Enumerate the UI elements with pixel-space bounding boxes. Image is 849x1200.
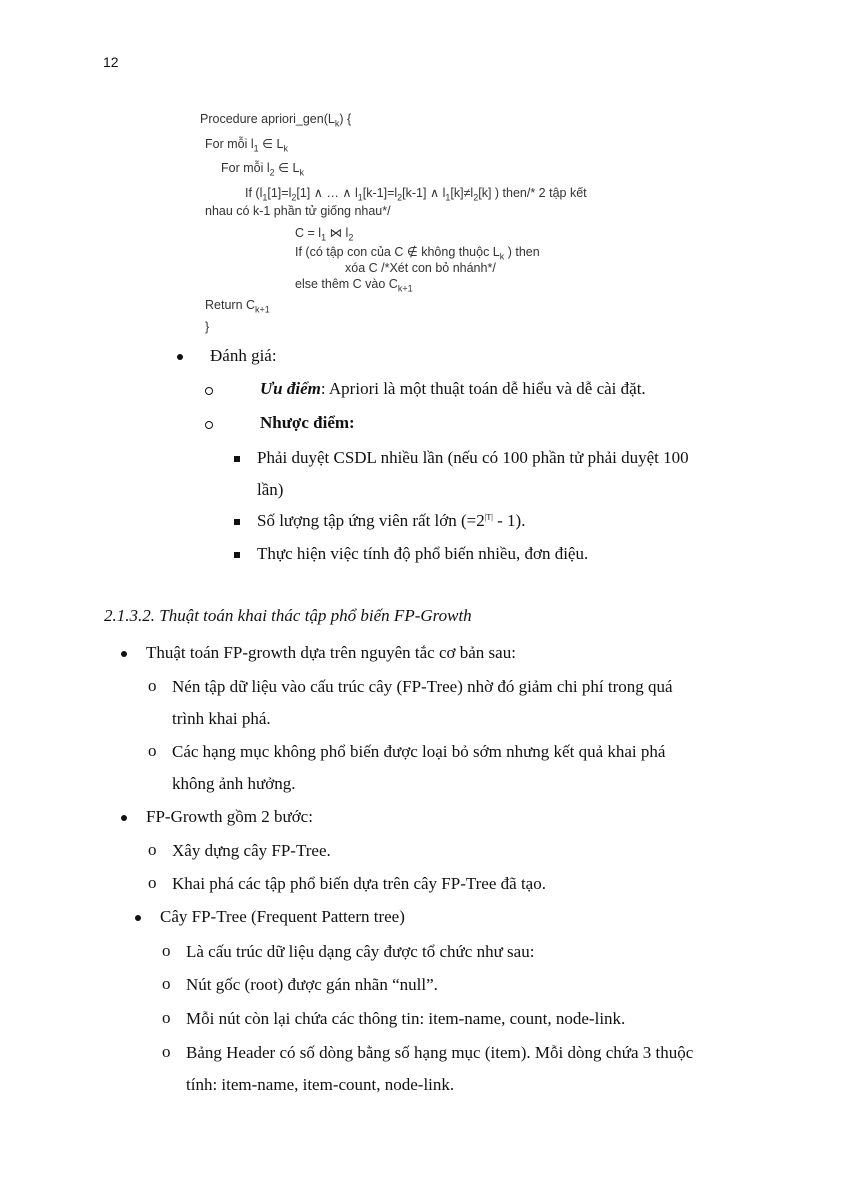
code-line-7: If (có tập con của C ∉ không thuộc $L_k$ ) then <box>295 245 540 262</box>
cons-item-1: Phải duyệt CSDL nhiều lần (nếu có 100 phần tử phải duyệt 100 <box>257 448 689 467</box>
fp-principle-b-cont: không ảnh hưởng. <box>172 774 296 793</box>
code-line-11: } <box>205 320 210 334</box>
bullet-circle-icon: o <box>148 741 157 760</box>
page-number: 12 <box>103 54 119 70</box>
bullet-circle-icon: o <box>162 941 171 960</box>
code-line-9: else thêm C vào $C_{k+1}$ <box>295 277 413 294</box>
bullet-dot-icon <box>121 651 127 657</box>
fp-tree-b: Nút gốc (root) được gán nhãn “null”. <box>186 975 438 994</box>
cons-item-2: Số lượng tập ứng viên rất lớn $(=2^{|T|} - 1)$. <box>257 511 526 530</box>
code-line-6: $C = l_1$ ⋈ $l_2$ <box>295 226 354 243</box>
fp-step-1: Xây dựng cây FP-Tree. <box>172 841 331 860</box>
code-line-2: For mỗi $l_1$ ∈ $L_k$ <box>205 137 288 154</box>
bullet-square-icon <box>234 456 240 462</box>
pros-item: Ưu điểm: Apriori là một thuật toán dễ hiểu và dễ cài đặt. <box>260 379 646 398</box>
fp-tree-title: Cây FP-Tree (Frequent Pattern tree) <box>160 907 405 926</box>
code-line-10: Return $C_{k+1}$ <box>205 298 270 315</box>
code-line-8: xóa C /*Xét con bỏ nhánh*/ <box>345 261 496 275</box>
bullet-circle-icon: o <box>148 840 157 859</box>
bullet-circle-icon: o <box>148 676 157 695</box>
fp-tree-d: Bảng Header có số dòng bằng số hạng mục (item). Mỗi dòng chứa 3 thuộc <box>186 1043 694 1062</box>
fp-principle-a-cont: trình khai phá. <box>172 709 271 728</box>
bullet-square-icon <box>234 519 240 525</box>
cons-item-1-cont: lần) <box>257 480 284 499</box>
bullet-ring-icon <box>205 387 213 395</box>
bullet-circle-icon: o <box>162 1008 171 1027</box>
bullet-dot-icon <box>177 354 183 360</box>
section-heading: 2.1.3.2. Thuật toán khai thác tập phổ biến FP-Growth <box>104 606 472 625</box>
bullet-ring-icon <box>205 421 213 429</box>
cons-label: Nhược điểm: <box>260 413 355 432</box>
fp-tree-c: Mỗi nút còn lại chứa các thông tin: item-name, count, node-link. <box>186 1009 626 1028</box>
fp-tree-d-cont: tính: item-name, item-count, node-link. <box>186 1075 455 1094</box>
bullet-square-icon <box>234 552 240 558</box>
code-line-3: For mỗi $l_2$ ∈ $L_k$ <box>221 161 304 178</box>
bullet-circle-icon: o <box>148 873 157 892</box>
bullet-circle-icon: o <box>162 1042 171 1061</box>
bullet-dot-icon <box>135 915 141 921</box>
code-line-4: If ($l_1[1]=l_2[1]$ ∧ … ∧ $l_1[k-1]=l_2[k-1]$ ∧ $l_1[k]\ne l_2[k]$ ) then/* 2 tập kết <box>245 186 587 203</box>
bullet-dot-icon <box>121 815 127 821</box>
cons-item-3: Thực hiện việc tính độ phổ biến nhiều, đơn điệu. <box>257 544 589 563</box>
eval-title: Đánh giá: <box>210 346 277 365</box>
fp-principle: Thuật toán FP-growth dựa trên nguyên tắc cơ bản sau: <box>146 643 516 662</box>
code-line-5: nhau có k-1 phần tử giống nhau*/ <box>205 204 391 218</box>
bullet-circle-icon: o <box>162 974 171 993</box>
fp-steps: FP-Growth gồm 2 bước: <box>146 807 313 826</box>
fp-principle-a: Nén tập dữ liệu vào cấu trúc cây (FP-Tree) nhờ đó giảm chi phí trong quá <box>172 677 673 696</box>
fp-principle-b: Các hạng mục không phổ biến được loại bỏ sớm nhưng kết quả khai phá <box>172 742 666 761</box>
fp-tree-a: Là cấu trúc dữ liệu dạng cây được tổ chức như sau: <box>186 942 535 961</box>
code-line-1: Procedure $apriori\_gen(L_k)$ { <box>200 112 352 129</box>
fp-step-2: Khai phá các tập phổ biến dựa trên cây FP-Tree đã tạo. <box>172 874 546 893</box>
